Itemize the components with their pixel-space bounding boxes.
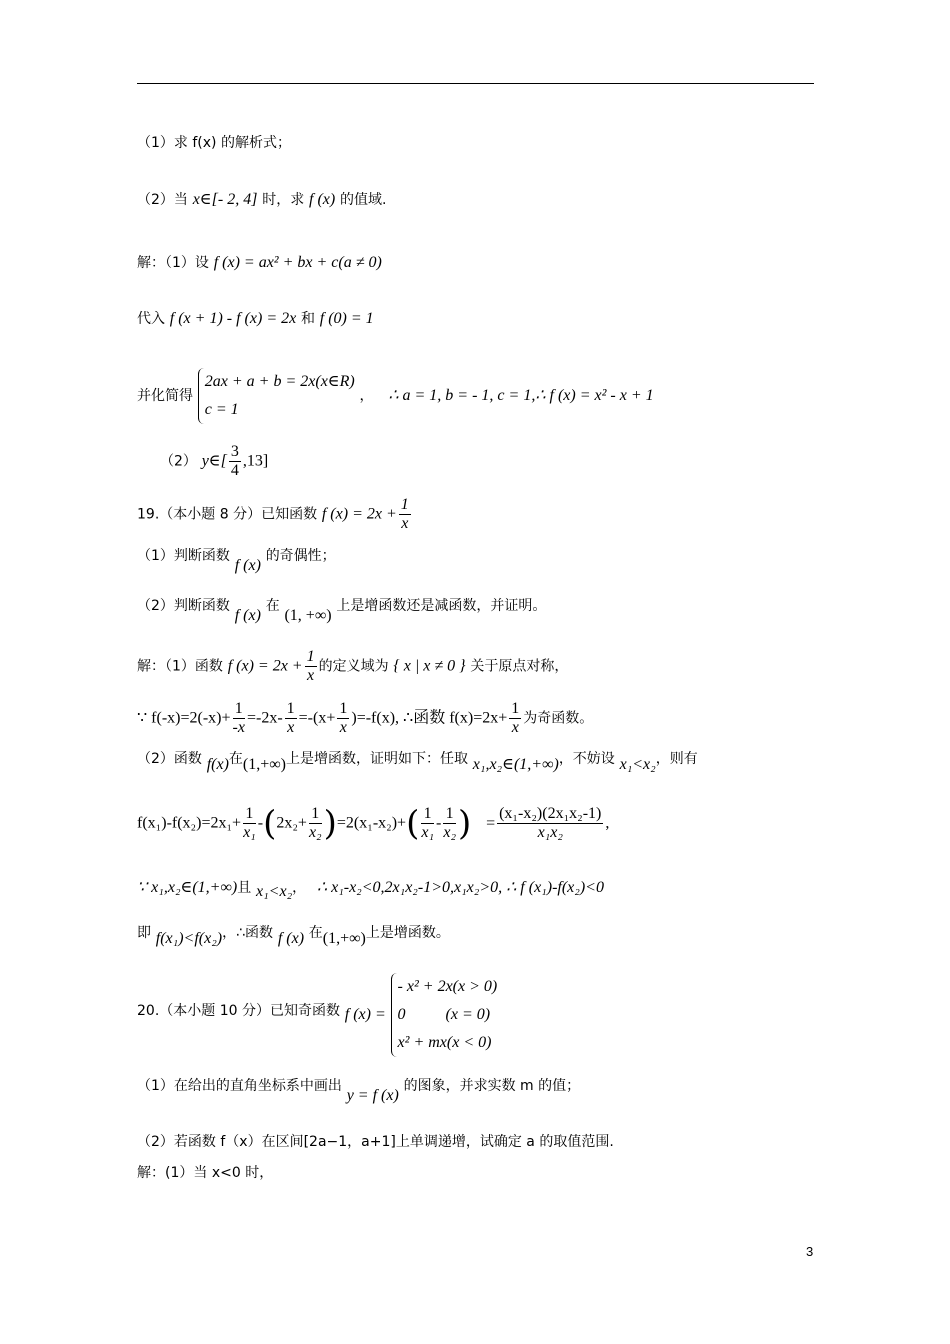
text: （2）函数: [137, 751, 202, 767]
piecewise-row: - x² + 2x(x > 0): [397, 978, 498, 995]
numerator: 1: [511, 700, 520, 717]
text: 且: [237, 880, 252, 896]
question-18-part-2: [137, 189, 386, 210]
text: （1）判断函数: [137, 548, 230, 564]
denominator: x₁: [243, 824, 256, 841]
text: 的图象，并求实数 m 的值；: [403, 1078, 581, 1094]
question-19-part-2: [137, 595, 547, 624]
left-paren: (: [263, 803, 277, 844]
numerator: 1: [306, 648, 315, 665]
math: =: [486, 814, 496, 832]
text: 在: [308, 925, 323, 941]
question-18-part-1: （1）求 f(x) 的解析式；: [137, 135, 291, 151]
fraction: [337, 700, 349, 737]
fraction: [309, 805, 322, 842]
text: （2）: [160, 453, 197, 470]
solution-19-line-2: [137, 700, 593, 737]
math: f (x) =: [344, 1006, 386, 1023]
piecewise-row: x² + mx(x < 0): [397, 1034, 492, 1051]
text: （1）在给出的直角坐标系中画出: [137, 1078, 342, 1094]
math: x₁<x₂: [256, 883, 293, 900]
math: x₁<x₂: [619, 756, 656, 773]
text: 上是增函数，证明如下：任取: [286, 751, 468, 767]
left-paren: (: [406, 803, 420, 844]
denominator: x: [401, 515, 409, 532]
math: f (x) = ax² + bx + c(a ≠ 0): [213, 254, 382, 271]
denominator: x₁x₂: [537, 824, 563, 841]
numerator: 1: [243, 805, 256, 824]
math: ∵ x₁,x₂∈(1,+∞): [137, 879, 238, 896]
text: 的奇偶性；: [265, 548, 336, 564]
text: （2）判断函数: [137, 598, 230, 614]
right-paren: ): [458, 803, 472, 844]
text: 代入: [137, 311, 165, 327]
math: f (x): [234, 607, 261, 624]
fraction: [509, 700, 521, 737]
math: ∵ f(-x)=2(-x)+: [137, 709, 231, 727]
question-19: [137, 496, 413, 533]
text: 在: [265, 598, 280, 614]
denominator: 4: [230, 462, 239, 479]
math: ∴ a = 1, b = - 1, c = 1,∴ f (x) = x² - x + 1: [388, 387, 654, 404]
denominator: x₂: [308, 824, 322, 841]
numerator: 1: [443, 805, 456, 824]
fraction: [229, 443, 241, 480]
equation-system: [198, 368, 355, 424]
math: { x | x ≠ 0 }: [393, 657, 466, 675]
math: (1,+∞): [322, 930, 366, 947]
numerator: 1: [339, 700, 348, 717]
fraction: [243, 805, 256, 842]
system-row: c = 1: [204, 401, 239, 418]
math: =-(x+: [298, 709, 336, 727]
denominator: -x: [232, 719, 245, 736]
solution-18-line-4: [160, 443, 268, 480]
fraction: [285, 700, 297, 737]
text: ，∴函数: [222, 925, 274, 941]
text: 并化简得: [137, 388, 193, 404]
piecewise-system: [391, 973, 498, 1057]
piecewise-row: 0 (x = 0): [397, 1006, 491, 1023]
text: 关于原点对称，: [470, 658, 569, 675]
math: f (0) = 1: [319, 310, 374, 327]
text: 的定义域为: [318, 658, 389, 675]
question-20: [137, 973, 497, 1057]
math: ,: [605, 814, 610, 832]
solution-20-line-1: 解：(1）当 x<0 时，: [137, 1165, 274, 1181]
text: 时，求: [262, 192, 305, 208]
solution-19-line-1: [137, 648, 568, 685]
math: f (x): [309, 191, 336, 208]
fraction: [443, 805, 456, 842]
header-rule: [137, 83, 814, 84]
numerator: 1: [309, 805, 322, 824]
numerator: (x₁-x₂)(2x₁x₂-1): [499, 805, 602, 822]
fraction: [233, 700, 245, 737]
question-19-part-1: [137, 545, 336, 574]
text: ，则有: [655, 751, 698, 767]
math: -: [436, 814, 442, 832]
text: 解：（1）函数: [137, 658, 223, 675]
text: 即: [137, 925, 151, 941]
text: 为奇函数。: [523, 710, 594, 727]
solution-18-line-2: [137, 308, 374, 329]
math: f (x + 1) - f (x) = 2x: [169, 310, 297, 327]
math: x∈[- 2, 4]: [192, 191, 258, 208]
text: 和: [301, 311, 315, 327]
text: 的值域.: [339, 192, 387, 208]
numerator: 1: [400, 496, 409, 513]
math: f(x₁)-f(x₂)=2x₁+: [137, 814, 242, 832]
text: ，不妨设: [558, 751, 615, 767]
math: (1, +∞): [284, 607, 332, 624]
solution-18-line-3: [137, 368, 654, 424]
text: 19.（本小题 8 分）已知函数: [137, 506, 318, 523]
math: )=-f(x), ∴函数 f(x)=2x+: [351, 709, 508, 727]
denominator: x: [511, 719, 519, 736]
math: -: [257, 814, 264, 832]
math: f(x₁)<f(x₂): [155, 930, 223, 947]
solution-19-line-3: [137, 748, 698, 773]
page-number: 3: [806, 1244, 814, 1259]
solution-19-line-5: [137, 877, 604, 898]
numerator: 1: [233, 700, 245, 719]
math: =-2x-: [246, 709, 283, 727]
math: f (x): [277, 930, 305, 947]
right-paren: ): [323, 803, 337, 844]
denominator: x: [339, 719, 347, 736]
numerator: 3: [230, 443, 239, 460]
math: f (x) = 2x +: [321, 505, 397, 523]
math: x₁,x₂∈(1,+∞): [472, 756, 559, 773]
math: y = f (x): [346, 1087, 399, 1104]
fraction: [421, 805, 434, 842]
text: 在: [228, 751, 243, 767]
solution-18-line-1: [137, 252, 382, 273]
denominator: x₁: [421, 824, 435, 841]
math: f(x): [206, 756, 229, 773]
text: ，: [292, 880, 307, 896]
fraction: [305, 648, 317, 685]
question-20-part-2: （2）若函数 f（x）在区间[2a−1，a+1]上单调递增，试确定 a 的取值范围.: [137, 1134, 614, 1150]
system-row: 2ax + a + b = 2x(x∈R): [204, 373, 355, 390]
solution-19-line-4: [137, 805, 609, 842]
text: 解：（1）设: [137, 255, 209, 271]
numerator: 1: [421, 805, 434, 824]
text: ，: [359, 388, 374, 404]
text: 上是增函数还是减函数，并证明。: [336, 598, 547, 614]
fraction: [497, 805, 603, 842]
math: f (x): [234, 557, 261, 574]
math: ,13]: [242, 452, 269, 470]
denominator: x₂: [443, 824, 457, 841]
math: f (x) = 2x +: [227, 657, 303, 675]
denominator: x: [307, 667, 315, 684]
fraction: [399, 496, 411, 533]
denominator: x: [287, 719, 295, 736]
math: y∈[: [201, 452, 227, 470]
math: (1,+∞): [242, 756, 286, 773]
text: 上是增函数。: [365, 925, 450, 941]
math: ∴ x₁-x₂<0,2x₁x₂-1>0,x₁x₂>0, ∴ f (x₁)-f(x₂)<0: [316, 879, 604, 896]
math: =2(x₁-x₂)+: [336, 814, 407, 832]
text: 20.（本小题 10 分）已知奇函数: [137, 1003, 340, 1019]
text: （2）当: [137, 192, 188, 208]
math: 2x₂+: [276, 814, 307, 832]
solution-19-line-6: [137, 922, 450, 947]
question-20-part-1: [137, 1075, 581, 1104]
numerator: 1: [286, 700, 295, 717]
